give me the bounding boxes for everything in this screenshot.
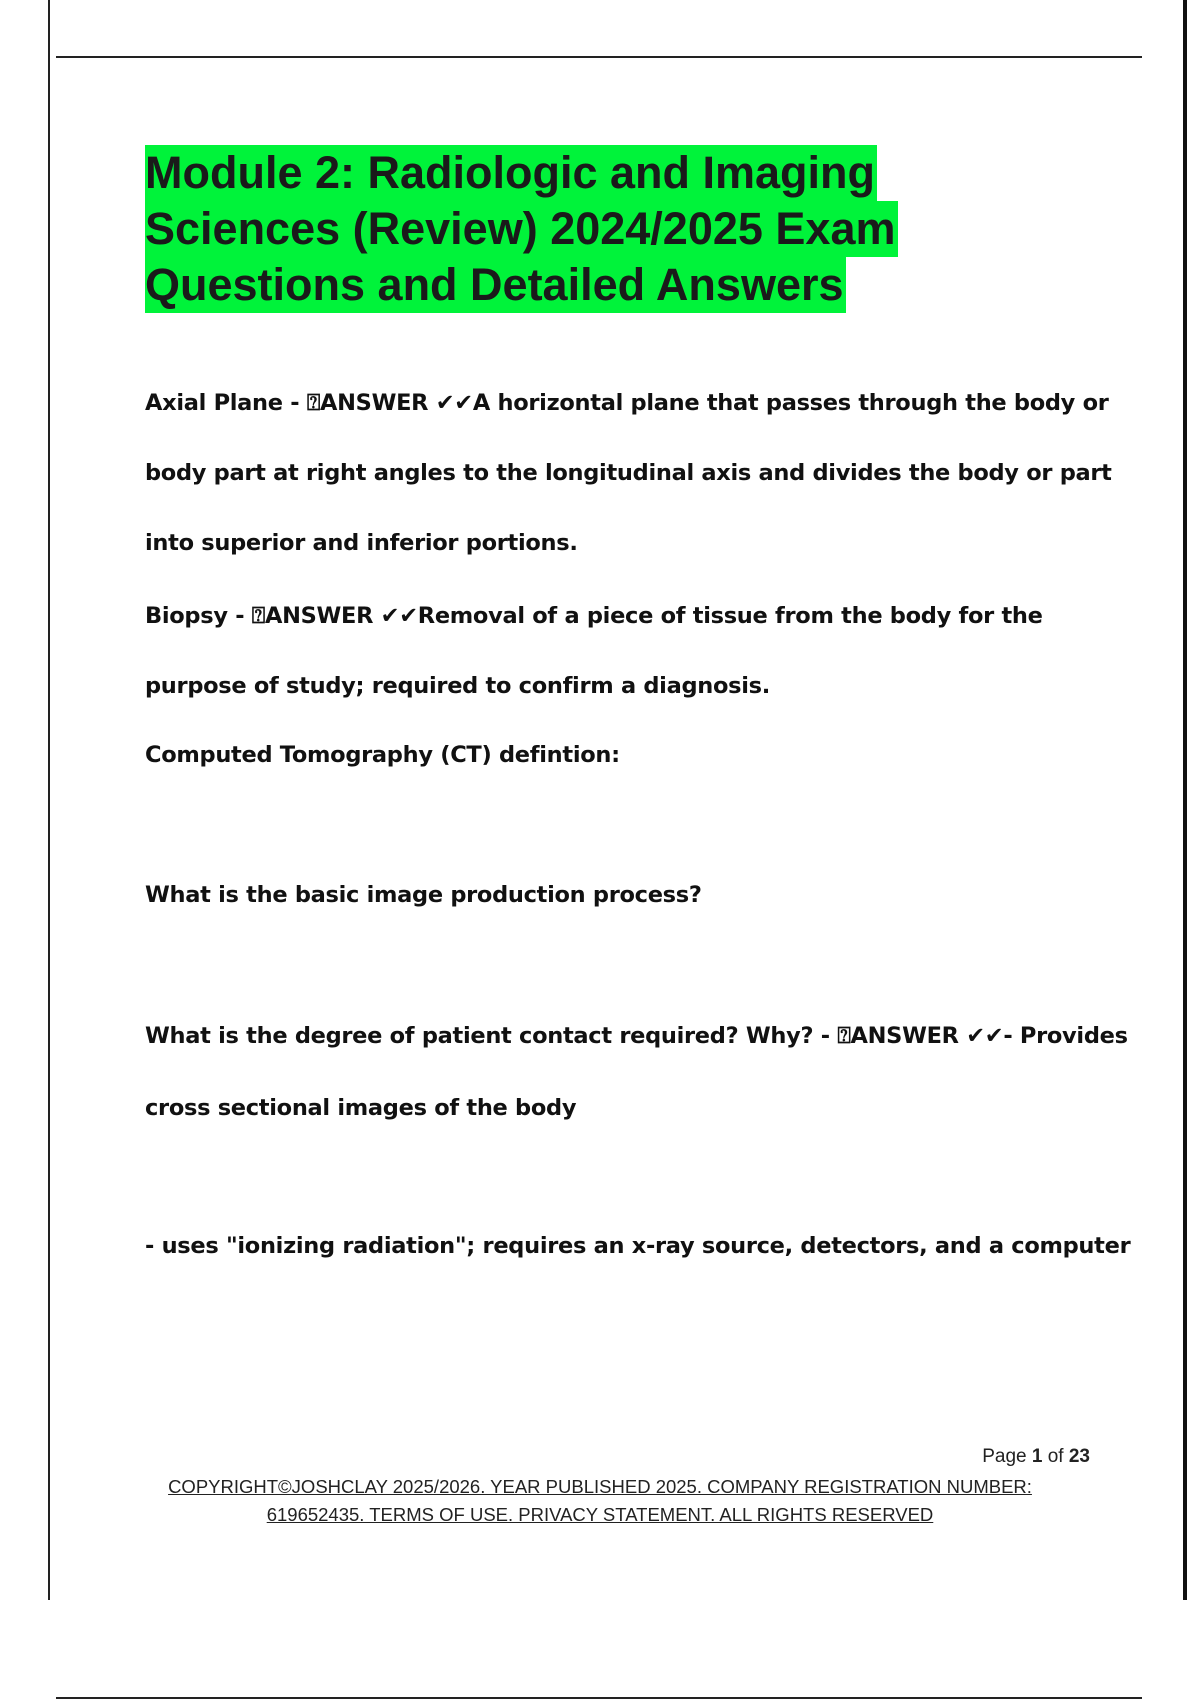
axial-plane-answer-line-2: body part at right angles to the longitudinal axis and divides the body or part: [145, 460, 1112, 486]
image-production-question: What is the basic image production process?: [145, 882, 702, 908]
patient-contact-question-line-1: What is the degree of patient contact required? Why? - ⍰ANSWER ✔✔- Provides: [145, 1023, 1128, 1049]
title-line-1: Module 2: Radiologic and Imaging: [145, 145, 877, 201]
ct-definition-heading: Computed Tomography (CT) defintion:: [145, 742, 620, 768]
axial-plane-answer-line-1: Axial Plane - ⍰ANSWER ✔✔A horizontal plane that passes through the body or: [145, 390, 1109, 416]
page-total: 23: [1068, 1446, 1090, 1467]
copyright-line-2: 619652435. TERMS OF USE. PRIVACY STATEMENT. ALL RIGHTS RESERVED: [266, 1504, 934, 1525]
axial-plane-answer-line-3: into superior and inferior portions.: [145, 530, 578, 556]
page-current: 1: [1031, 1446, 1043, 1467]
right-border-line: [1183, 0, 1187, 1600]
top-rule: [56, 56, 1142, 58]
title-line-2: Sciences (Review) 2024/2025 Exam: [145, 201, 898, 257]
document-title: [145, 145, 1045, 313]
biopsy-answer-line-2: purpose of study; required to confirm a diagnosis.: [145, 673, 770, 699]
bottom-rule: [56, 1697, 1142, 1699]
left-border-line: [48, 0, 50, 1600]
copyright-line-1: COPYRIGHT©JOSHCLAY 2025/2026. YEAR PUBLISHED 2025. COMPANY REGISTRATION NUMBER:: [168, 1476, 1032, 1497]
page-label: Page: [982, 1446, 1027, 1467]
title-line-3: Questions and Detailed Answers: [145, 257, 846, 313]
patient-contact-question-line-2: cross sectional images of the body: [145, 1095, 577, 1121]
page-number: [960, 1446, 1090, 1468]
page-of: of: [1047, 1446, 1064, 1467]
biopsy-answer-line-1: Biopsy - ⍰ANSWER ✔✔Removal of a piece of tissue from the body for the: [145, 603, 1043, 629]
copyright-footer: [160, 1473, 1040, 1529]
ionizing-radiation-line: - uses "ionizing radiation"; requires an x-ray source, detectors, and a computer: [145, 1233, 1131, 1259]
